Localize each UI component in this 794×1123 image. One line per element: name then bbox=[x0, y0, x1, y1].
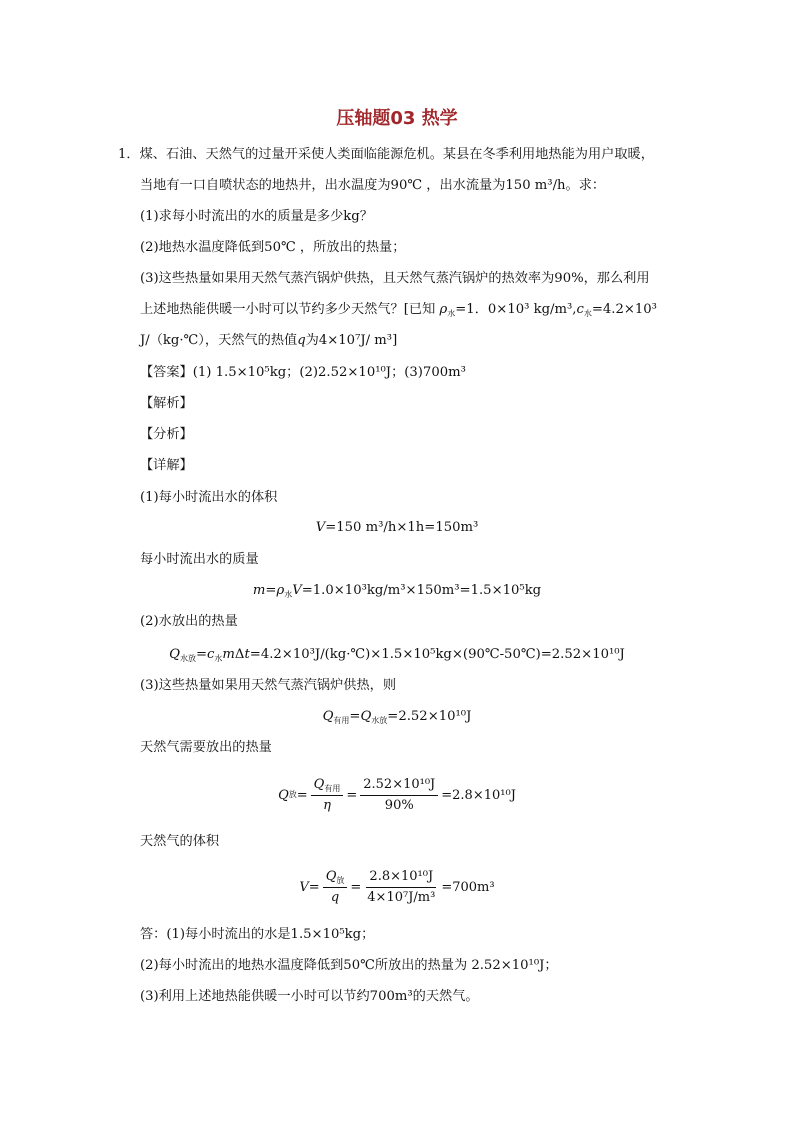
step-1-text: (1)每小时流出水的体积 bbox=[140, 490, 278, 505]
fenxi-label: 【分析】 bbox=[140, 427, 193, 442]
question-part-3-line-1: (3)这些热量如果用天然气蒸汽锅炉供热，且天然气蒸汽锅炉的热效率为90%，那么利用 bbox=[140, 271, 650, 286]
step-2-equation: $m=\rho_水V=1.0\times 10^3kg/m^3\times 150m^3=1.5\times 10^5kg$ bbox=[252, 583, 542, 599]
step-4-text: (3)这些热量如果用天然气蒸汽锅炉供热，则 bbox=[140, 678, 397, 693]
step-3-text: (2)水放出的热量 bbox=[140, 614, 238, 629]
step-5-fraction-numeric: $\frac{\text{2.52×10¹⁰J}}{90\%}$ bbox=[360, 777, 438, 814]
step-3-equation: $Q_{水放}=c_水m\Delta t=4.2\times 10^3J/(kg\cdot℃)\times 1.5\times 10^5kg\times(90℃-50℃)=2.52\times 10^{10}J$ bbox=[169, 647, 625, 663]
step-6-equation: V = $\frac{Q_放}{q}$ = $\frac{\text{2.8×10¹⁰J}}{\text{4×10⁷J/m³}}$ =700m³ bbox=[299, 868, 495, 905]
step-6-fraction-symbolic: $\frac{Q_放}{q}$ bbox=[323, 869, 348, 906]
analysis-label: 【解析】 bbox=[140, 396, 193, 411]
page-title: 压轴题03 热学 bbox=[336, 108, 458, 129]
step-5-fraction-symbolic: $\frac{Q_{有用}}{\eta}$ bbox=[311, 777, 344, 814]
question-part-3-line-3: J/（kg·℃），天然气的热值q为4×10⁷J/ m³] bbox=[140, 333, 398, 348]
answer-label: 【答案】 bbox=[140, 365, 193, 380]
question-number: 1． bbox=[118, 147, 140, 162]
step-1-equation: V=150 m³/h×1h=150m³ bbox=[315, 520, 479, 535]
question-line-2: 当地有一口自喷状态的地热井，出水温度为90℃ ，出水流量为150 m³/h。求： bbox=[140, 178, 606, 193]
conclusion-2: (2)每小时流出的地热水温度降低到50℃所放出的热量为 2.52×10¹⁰J； bbox=[140, 958, 558, 973]
conclusion-1: 答：(1)每小时流出的水是1.5×10⁵kg； bbox=[140, 927, 375, 942]
answer-text: (1) 1.5×10⁵kg；(2)2.52×10¹⁰J；(3)700m³ bbox=[192, 365, 466, 380]
step-5-equation: Q 放 = $\frac{Q_{有用}}{\eta}$ = $\frac{\text{2.52×10¹⁰J}}{90\%}$ =2.8×10¹⁰J bbox=[278, 776, 516, 813]
question-part-3-line-2: 上述地热能供暖一小时可以节约多少天然气？[已知 $\rho_水=1$．0×10³ $kg/m^3,c_水=4.2\times 10^3$ bbox=[140, 302, 657, 318]
step-2-text: 每小时流出水的质量 bbox=[140, 552, 259, 567]
question-part-1: (1)求每小时流出的水的质量是多少kg？ bbox=[140, 209, 373, 224]
answer-line bbox=[140, 364, 466, 382]
question-line-1: 1．煤、石油、天然气的过量开采使人类面临能源危机。某县在冬季利用地热能为用户取暖， bbox=[118, 147, 654, 162]
detail-label: 【详解】 bbox=[140, 458, 193, 473]
step-4-equation: $Q_{有用}=Q_{水放}=2.52\times 10^{10}J$ bbox=[322, 709, 472, 725]
step-6-fraction-numeric: $\frac{\text{2.8×10¹⁰J}}{\text{4×10⁷J/m³}}$ bbox=[367, 868, 436, 905]
step-6-text: 天然气的体积 bbox=[140, 834, 220, 849]
conclusion-3: (3)利用上述地热能供暖一小时可以节约700m³的天然气。 bbox=[140, 989, 479, 1004]
question-part-2: (2)地热水温度降低到50℃ ，所放出的热量； bbox=[140, 240, 406, 255]
step-5-text: 天然气需要放出的热量 bbox=[140, 740, 272, 755]
